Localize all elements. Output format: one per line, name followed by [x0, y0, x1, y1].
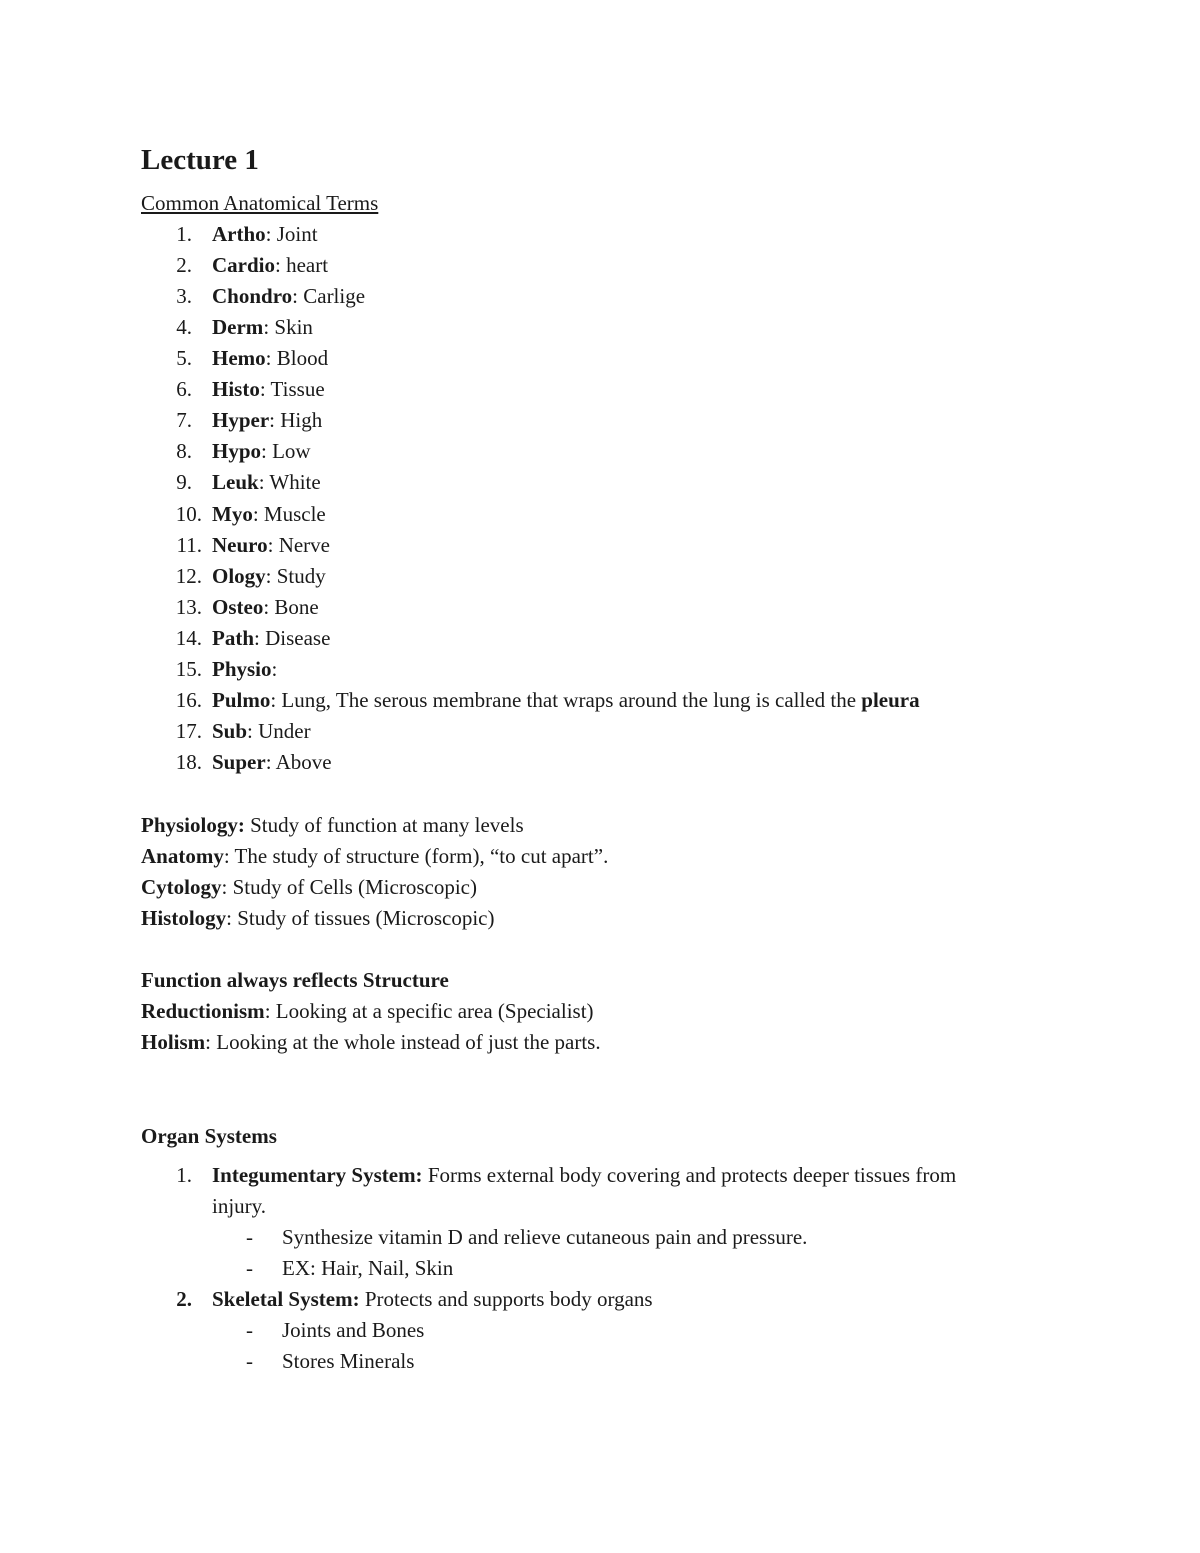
list-number: 9. [176, 470, 192, 494]
term-name: Derm [212, 315, 264, 339]
term-name: Artho [212, 222, 266, 246]
organ-description: Protects and supports body organs [359, 1287, 653, 1311]
term-definition: : Blood [265, 346, 329, 370]
term-definition: : Bone [263, 595, 319, 619]
definition-text: Study of function at many levels [244, 813, 524, 837]
term-name: Myo [212, 502, 253, 526]
bullet-text: EX: Hair, Nail, Skin [282, 1256, 454, 1280]
term-definition: : Skin [263, 315, 313, 339]
term-definition: : Lung, The serous membrane that wraps around the lung is called the [270, 688, 862, 712]
list-number: 13. [175, 595, 202, 619]
term-definition: : Nerve [267, 533, 330, 557]
term-definition: : Low [261, 439, 311, 463]
approach-term: Reductionism [141, 999, 265, 1023]
bullet-text: Synthesize vitamin D and relieve cutaneous pain and pressure. [282, 1225, 808, 1249]
approach-line [141, 996, 594, 1027]
term-name: Leuk [212, 470, 259, 494]
definition-text: : Study of tissues (Microscopic) [226, 906, 495, 930]
definition-text: : Study of Cells (Microscopic) [221, 875, 477, 899]
organ-description-continued: injury. [212, 1194, 267, 1218]
definition-text: : The study of structure (form), “to cut apart”. [223, 844, 609, 868]
organ-name: Skeletal System: [212, 1287, 360, 1311]
list-number: 7. [176, 408, 192, 432]
list-number: 12. [175, 564, 202, 588]
list-number: 17. [175, 719, 202, 743]
organ-heading [141, 1121, 277, 1152]
list-number: 1. [176, 1163, 192, 1187]
term-definition: : White [258, 470, 321, 494]
definition-term: Anatomy [141, 844, 224, 868]
term-name: Osteo [212, 595, 264, 619]
list-number: 4. [176, 315, 192, 339]
bullet-dash: - [246, 1349, 253, 1373]
term-name: Hemo [212, 346, 266, 370]
definition-term: Histology [141, 906, 227, 930]
definition-line [141, 903, 494, 934]
term-name: Cardio [212, 253, 275, 277]
definition-line [141, 841, 608, 872]
list-number: 1. [176, 222, 192, 246]
term-definition: : heart [275, 253, 329, 277]
list-number: 2. [176, 1287, 192, 1311]
approach-term: Holism [141, 1030, 206, 1054]
term-definition: : Above [265, 750, 332, 774]
definition-term: Physiology: [141, 813, 245, 837]
bullet-text: Joints and Bones [282, 1318, 425, 1342]
term-definition: : Under [247, 719, 311, 743]
definition-term: Cytology [141, 875, 222, 899]
term-definition: : Joint [265, 222, 318, 246]
term-definition: : Study [265, 564, 326, 588]
definition-line [141, 872, 477, 903]
bullet-dash: - [246, 1225, 253, 1249]
term-definition: : Disease [254, 626, 331, 650]
organ-name: Integumentary System: [212, 1163, 423, 1187]
bullet-dash: - [246, 1256, 253, 1280]
term-definition: : High [269, 408, 323, 432]
term-name: Super [212, 750, 266, 774]
list-number: 6. [176, 377, 192, 401]
approach-line [141, 1027, 601, 1058]
function-heading [141, 965, 449, 996]
term-definition: : Carlige [292, 284, 366, 308]
bullet-text: Stores Minerals [282, 1349, 415, 1373]
term-name: Neuro [212, 533, 268, 557]
list-number: 15. [175, 657, 202, 681]
term-name: Chondro [212, 284, 293, 308]
terms-heading: Common Anatomical Terms [141, 191, 379, 215]
term-name: Path [212, 626, 254, 650]
function-heading-text: Function always reflects Structure [141, 968, 449, 992]
term-name: Pulmo [212, 688, 271, 712]
page-title: Lecture 1 [141, 144, 259, 176]
term-definition: : Muscle [252, 502, 326, 526]
term-name: Histo [212, 377, 260, 401]
term-emphasis: pleura [861, 688, 920, 712]
term-name: Sub [212, 719, 248, 743]
definition-line [141, 810, 524, 841]
list-number: 11. [176, 533, 202, 557]
term-name: Physio [212, 657, 272, 681]
term-definition: : [271, 657, 278, 681]
list-number: 2. [176, 253, 192, 277]
list-number: 8. [176, 439, 192, 463]
bullet-dash: - [246, 1318, 253, 1342]
list-number: 3. [176, 284, 192, 308]
list-number: 16. [175, 688, 202, 712]
list-number: 14. [175, 626, 202, 650]
list-number: 5. [176, 346, 192, 370]
list-number: 18. [175, 750, 202, 774]
term-name: Ology [212, 564, 266, 588]
organ-description: Forms external body covering and protects deeper tissues from [422, 1163, 957, 1187]
term-name: Hyper [212, 408, 270, 432]
approach-text: : Looking at the whole instead of just the parts. [205, 1030, 601, 1054]
organ-heading-text: Organ Systems [141, 1124, 277, 1148]
list-number: 10. [175, 502, 202, 526]
term-definition: : Tissue [259, 377, 325, 401]
term-name: Hypo [212, 439, 262, 463]
approach-text: : Looking at a specific area (Specialist) [264, 999, 594, 1023]
